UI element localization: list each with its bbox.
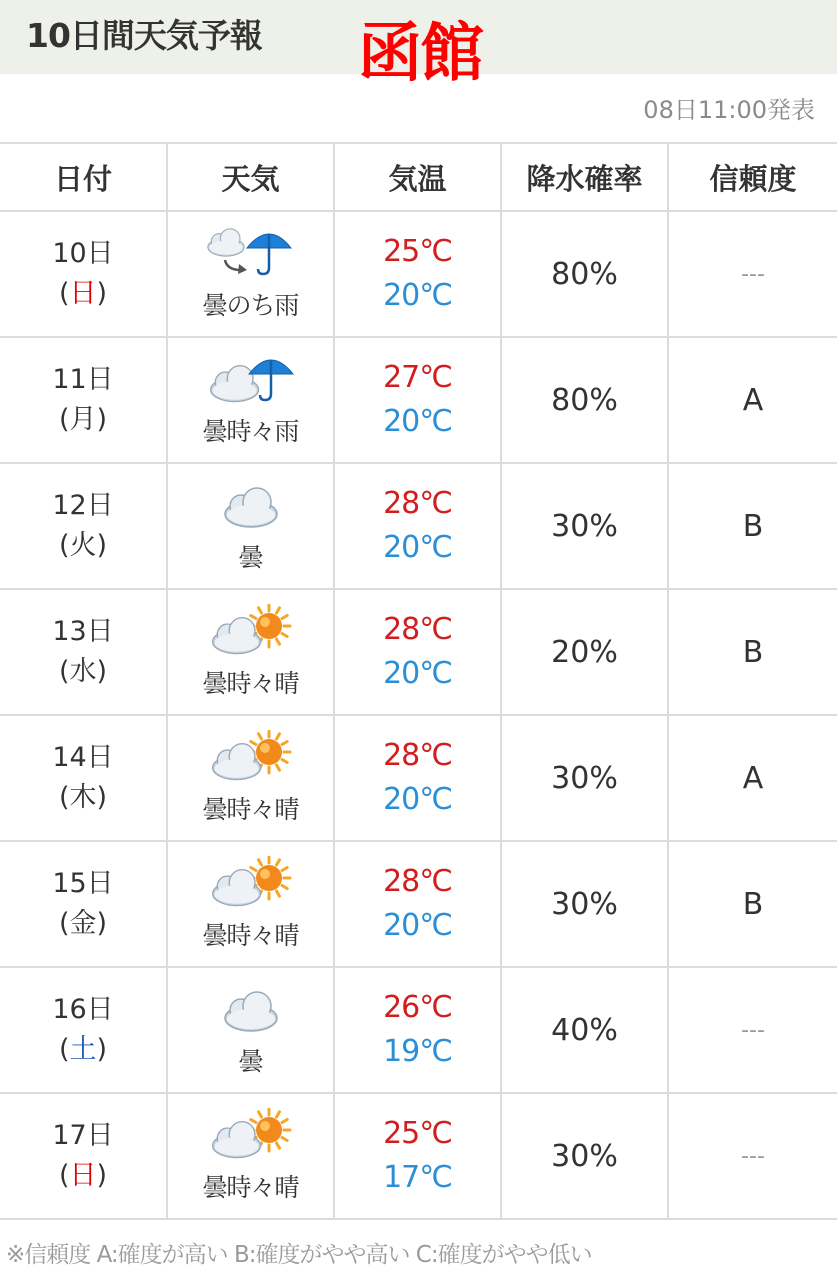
date-day: 13日	[52, 616, 114, 647]
issued-time: 08日11:00発表	[643, 96, 815, 124]
reliability-cell	[668, 967, 837, 1093]
weather-cell	[167, 589, 334, 715]
forecast-row	[0, 589, 837, 715]
reliability-value: B	[742, 508, 764, 544]
temperature-cell	[334, 715, 501, 841]
reliability-value: B	[742, 886, 764, 922]
temperature-cell	[334, 211, 501, 337]
forecast-row	[0, 1093, 837, 1219]
date-weekday: (月)	[58, 404, 108, 435]
column-header-reliability: 信頼度	[668, 143, 837, 211]
precipitation-cell	[501, 463, 668, 589]
date-weekday: (日)	[58, 1160, 108, 1191]
weekday-char: 火	[69, 530, 97, 561]
weather-label: 曇	[238, 543, 263, 572]
forecast-row	[0, 463, 837, 589]
weekday-char: 月	[69, 404, 97, 435]
precipitation-cell	[501, 337, 668, 463]
temperature-cell	[334, 967, 501, 1093]
temperature-cell	[334, 337, 501, 463]
reliability-value: A	[742, 760, 764, 796]
weather-cell	[167, 211, 334, 337]
precipitation-probability: 30%	[551, 886, 618, 922]
reliability-cell	[668, 211, 837, 337]
date-day: 14日	[52, 742, 114, 773]
reliability-value: B	[742, 634, 764, 670]
forecast-row	[0, 211, 837, 337]
reliability-cell	[668, 715, 837, 841]
date-weekday: (木)	[58, 782, 108, 813]
forecast-row	[0, 967, 837, 1093]
weather-label: 曇時々晴	[202, 921, 299, 950]
reliability-value: ---	[741, 1143, 765, 1169]
precipitation-probability: 30%	[551, 508, 618, 544]
weather-label: 曇時々晴	[202, 1173, 299, 1202]
low-temperature: 20℃	[383, 656, 452, 691]
date-day: 16日	[52, 994, 114, 1025]
date-cell	[0, 967, 167, 1093]
date-cell	[0, 841, 167, 967]
date-day: 15日	[52, 868, 114, 899]
weather-cell	[167, 715, 334, 841]
cloud-icon	[203, 478, 299, 534]
weekday-char: 土	[69, 1034, 97, 1065]
forecast-row	[0, 715, 837, 841]
weekday-char: 水	[69, 656, 97, 687]
reliability-cell	[668, 337, 837, 463]
column-header-temperature: 気温	[334, 143, 501, 211]
precipitation-probability: 20%	[551, 634, 618, 670]
cloud-icon	[203, 982, 299, 1038]
high-temperature: 28℃	[383, 864, 452, 899]
precipitation-probability: 30%	[551, 1138, 618, 1174]
date-cell	[0, 463, 167, 589]
weather-cell	[167, 967, 334, 1093]
low-temperature: 20℃	[383, 278, 452, 313]
weekday-char: 日	[69, 1160, 97, 1191]
precipitation-probability: 80%	[551, 256, 618, 292]
high-temperature: 28℃	[383, 612, 452, 647]
cloud-sometimes-sun-icon	[203, 604, 299, 660]
high-temperature: 28℃	[383, 486, 452, 521]
date-cell	[0, 337, 167, 463]
cloud-then-rain-icon	[203, 226, 299, 282]
column-header-weather: 天気	[167, 143, 334, 211]
date-cell	[0, 589, 167, 715]
city-name: 函館	[358, 17, 482, 91]
reliability-cell	[668, 589, 837, 715]
weather-cell	[167, 1093, 334, 1219]
high-temperature: 25℃	[383, 234, 452, 269]
temperature-cell	[334, 463, 501, 589]
high-temperature: 25℃	[383, 1116, 452, 1151]
table-header-row	[0, 143, 837, 211]
high-temperature: 27℃	[383, 360, 452, 395]
low-temperature: 20℃	[383, 404, 452, 439]
precipitation-cell	[501, 211, 668, 337]
forecast-row	[0, 337, 837, 463]
date-cell	[0, 1093, 167, 1219]
precipitation-cell	[501, 589, 668, 715]
temperature-cell	[334, 589, 501, 715]
weather-cell	[167, 841, 334, 967]
date-day: 11日	[52, 364, 114, 395]
cloud-sometimes-sun-icon	[203, 1108, 299, 1164]
column-header-precipitation: 降水確率	[501, 143, 668, 211]
low-temperature: 20℃	[383, 530, 452, 565]
low-temperature: 19℃	[383, 1034, 452, 1069]
reliability-cell	[668, 463, 837, 589]
precipitation-cell	[501, 1093, 668, 1219]
page-title: 10日間天気予報	[26, 16, 262, 55]
low-temperature: 20℃	[383, 908, 452, 943]
weather-label: 曇時々雨	[202, 417, 299, 446]
date-day: 12日	[52, 490, 114, 521]
precipitation-probability: 30%	[551, 760, 618, 796]
date-weekday: (火)	[58, 530, 108, 561]
temperature-cell	[334, 1093, 501, 1219]
weather-cell	[167, 337, 334, 463]
forecast-row	[0, 841, 837, 967]
precipitation-cell	[501, 841, 668, 967]
weekday-char: 木	[69, 782, 97, 813]
weather-cell	[167, 463, 334, 589]
precipitation-probability: 80%	[551, 382, 618, 418]
date-cell	[0, 211, 167, 337]
low-temperature: 20℃	[383, 782, 452, 817]
weather-label: 曇時々晴	[202, 669, 299, 698]
reliability-cell	[668, 841, 837, 967]
reliability-footnote: ※信頼度 A:確度が高い B:確度がやや高い C:確度がやや低い	[6, 1242, 592, 1268]
high-temperature: 28℃	[383, 738, 452, 773]
high-temperature: 26℃	[383, 990, 452, 1025]
reliability-cell	[668, 1093, 837, 1219]
date-day: 17日	[52, 1120, 114, 1151]
cloud-sometimes-rain-icon	[203, 352, 299, 408]
reliability-value: A	[742, 382, 764, 418]
date-weekday: (日)	[58, 278, 108, 309]
reliability-value: ---	[741, 1017, 765, 1043]
weekday-char: 日	[69, 278, 97, 309]
weather-label: 曇のち雨	[202, 291, 299, 320]
temperature-cell	[334, 841, 501, 967]
date-cell	[0, 715, 167, 841]
weekday-char: 金	[69, 908, 97, 939]
column-header-date: 日付	[0, 143, 167, 211]
forecast-table	[0, 142, 837, 1220]
date-weekday: (水)	[58, 656, 108, 687]
precipitation-cell	[501, 967, 668, 1093]
date-weekday: (土)	[58, 1034, 108, 1065]
cloud-sometimes-sun-icon	[203, 730, 299, 786]
reliability-value: ---	[741, 261, 765, 287]
weather-label: 曇時々晴	[202, 795, 299, 824]
date-day: 10日	[52, 238, 114, 269]
precipitation-cell	[501, 715, 668, 841]
precipitation-probability: 40%	[551, 1012, 618, 1048]
low-temperature: 17℃	[383, 1160, 452, 1195]
weather-label: 曇	[238, 1047, 263, 1076]
date-weekday: (金)	[58, 908, 108, 939]
cloud-sometimes-sun-icon	[203, 856, 299, 912]
